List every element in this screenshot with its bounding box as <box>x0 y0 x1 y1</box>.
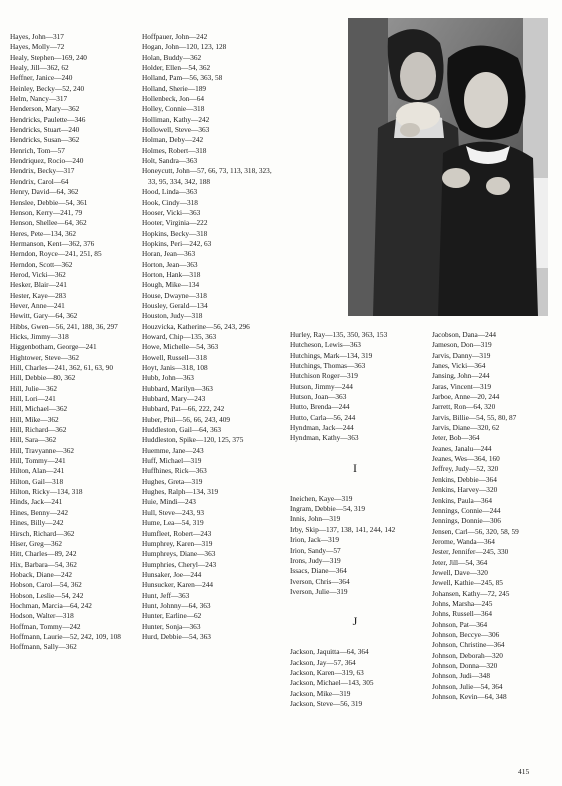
index-group-j <box>290 647 420 709</box>
index-entry: Hood, Linda—363 <box>142 187 198 197</box>
index-entry: Hever, Anne—241 <box>10 300 65 310</box>
index-entry: Jackson, Jaquitta—64, 364 <box>290 647 369 657</box>
index-entry: Hobson, Leslie—54, 242 <box>10 590 84 600</box>
index-entry: Irion, Jack—319 <box>290 535 340 545</box>
index-entry: Innis, John—319 <box>290 514 341 524</box>
index-entry: Issacs, Diane—364 <box>290 566 347 576</box>
index-entry: Humphreys, Diane—363 <box>142 549 216 559</box>
index-entry: Hayes, John—317 <box>10 32 64 41</box>
index-entry: Humphrey, Karen—319 <box>142 538 213 548</box>
index-entry: Henrich, Tom—57 <box>10 145 65 155</box>
index-entry: Horton, Hank—318 <box>142 269 201 279</box>
index-entry: Humfleet, Robert—243 <box>142 528 212 538</box>
index-entry: Jarvis, Billie—54, 55, 80, 87 <box>432 412 517 422</box>
index-entry: Jeter, Bob—364 <box>432 433 480 443</box>
index-entry: Humphries, Cheryl—243 <box>142 559 217 569</box>
index-entry: Hill, Julie—362 <box>10 383 58 393</box>
index-entry: Hirsch, Richard—362 <box>10 528 75 538</box>
index-entry: Hendricks, Stuart—240 <box>10 125 80 135</box>
index-entry: Irby, Skip—137, 138, 141, 244, 142 <box>290 524 396 534</box>
index-entry: Hilton, Alan—241 <box>10 466 65 476</box>
index-entry: Jennings, Donnie—306 <box>432 516 501 526</box>
index-entry: Hoffman, Tommy—242 <box>10 621 81 631</box>
index-entry: Iverson, Chris—364 <box>290 576 350 586</box>
index-entry: Henderson, Mary—362 <box>10 104 80 114</box>
index-entry: Howard, Chip—135, 363 <box>142 331 217 341</box>
index-entry: Herndon, Royce—241, 251, 85 <box>10 249 102 259</box>
index-entry: Henson, Shellee—64, 362 <box>10 218 87 228</box>
index-entry: Hutson, Joan—363 <box>290 392 347 402</box>
index-entry: Holliman, Kathy—242 <box>142 114 210 124</box>
index-entry: Hill, Michael—362 <box>10 404 68 414</box>
index-entry: Huie, Mindi—243 <box>142 497 196 507</box>
index-entry: Helm, Nancy—317 <box>10 94 68 104</box>
index-entry: Irion, Sandy—57 <box>290 545 341 555</box>
index-entry: House, Dwayne—318 <box>142 290 207 300</box>
index-entry: Holt, Sandra—363 <box>142 156 198 166</box>
index-entry: Hurd, Debbie—54, 363 <box>142 631 211 641</box>
index-entry: Irons, Judy—319 <box>290 555 341 565</box>
index-entry: Houston, Judy—318 <box>142 311 203 321</box>
index-entry: Hunsucker, Karen—244 <box>142 580 214 590</box>
index-entry: Hill, Debbie—80, 362 <box>10 373 76 383</box>
index-entry: Hunsaker, Joe—244 <box>142 569 202 579</box>
index-group-h <box>290 330 420 444</box>
index-entry: Huff, Michael—319 <box>142 456 202 466</box>
index-column-3 <box>290 330 420 709</box>
index-entry: Hough, Mike—134 <box>142 280 200 290</box>
index-entry: Johns, Marsha—245 <box>432 598 493 608</box>
index-entry: Hermanson, Kent—362, 376 <box>10 238 95 248</box>
index-entry: Hodson, Walter—318 <box>10 611 74 621</box>
index-entry: Johnson, Pat—364 <box>432 619 488 629</box>
index-entry: Herndon, Scott—362 <box>10 259 73 269</box>
index-entry: Hubbard, Mary—243 <box>142 394 206 404</box>
index-entry: Hesker, Blair—241 <box>10 280 67 290</box>
index-entry: Hughes, Greta—319 <box>142 476 203 486</box>
index-entry: Hunt, Jeff—363 <box>142 590 190 600</box>
index-entry: Hoback, Diane—242 <box>10 569 73 579</box>
index-entry: Jarrett, Ron—64, 320 <box>432 402 496 412</box>
index-entry: Hoyt, Janis—318, 108 <box>142 363 208 372</box>
index-entry: Heinley, Becky—52, 240 <box>10 83 85 93</box>
index-entry: Jerome, Wanda—364 <box>432 536 495 546</box>
index-entry: Heffner, Janice—240 <box>10 73 73 83</box>
index-entry: Hooser, Vicki—363 <box>142 207 201 217</box>
index-entry: Hutchison Roger—319 <box>290 371 358 381</box>
index-entry: Jackson, Michael—143, 305 <box>290 678 374 688</box>
section-letter-i: I <box>353 460 357 475</box>
index-entry: Hutto, Brenda—244 <box>290 402 350 412</box>
index-entry: Hopkins, Peri—242, 63 <box>142 238 212 248</box>
index-entry: Johnson, Donna—320 <box>432 661 498 670</box>
index-entry: Hewitt, Gary—64, 362 <box>10 311 78 321</box>
index-entry: Hutto, Carla—56, 244 <box>290 412 356 422</box>
index-column-2 <box>142 32 282 642</box>
index-group-i <box>290 494 420 597</box>
index-entry: Huffhines, Rick—363 <box>142 466 207 476</box>
index-entry: Holan, Buddy—362 <box>142 52 202 62</box>
index-entry: Hyndman, Jack—244 <box>290 423 354 433</box>
index-entry: Heres, Pete—134, 362 <box>10 228 77 238</box>
index-entry: Johnson, Kevin—64, 348 <box>432 692 507 702</box>
index-entry: Hibbs, Gwen—56, 241, 188, 36, 297 <box>10 321 118 331</box>
index-entry: Jennings, Connie—244 <box>432 505 501 515</box>
index-entry: Jeter, Jill—54, 364 <box>432 557 488 567</box>
index-entry: Jeanes, Janalu—244 <box>432 443 492 453</box>
index-entry: Hopkins, Becky—318 <box>142 228 208 238</box>
index-entry: Hill, Richard—362 <box>10 425 67 435</box>
index-entry: Jarvis, Diane—320, 62 <box>432 423 500 433</box>
index-entry: Hitt, Charles—89, 242 <box>10 549 77 559</box>
index-entry: Jeanes, Wes—364, 160 <box>432 454 500 464</box>
index-entry: Jackson, Karen—319, 63 <box>290 667 364 677</box>
index-entry: Hubbard, Pat—66, 222, 242 <box>142 404 225 414</box>
index-entry: Hooter, Virginia—222 <box>142 218 208 228</box>
index-entry: Houzvicka, Katherine—56, 243, 296 <box>142 321 250 331</box>
index-entry: Herod, Vicki—362 <box>10 269 66 279</box>
index-entry: Johns, Russell—364 <box>432 609 493 619</box>
index-entry: Jester, Jennifer—245, 330 <box>432 547 509 557</box>
index-entry: Henry, David—64, 362 <box>10 187 79 197</box>
index-entry: Hayes, Molly—72 <box>10 42 65 52</box>
index-entry: Johansen, Kathy—72, 245 <box>432 588 510 598</box>
index-entry: Henslee, Debbie—54, 361 <box>10 197 88 207</box>
index-entry: Huddleston, Spike—120, 125, 375 <box>142 435 244 445</box>
index-entry: Hill, Sara—362 <box>10 435 57 445</box>
index-entry: Hendriquez, Rocio—240 <box>10 156 84 166</box>
index-entry: Johnson, Beccye—306 <box>432 629 500 639</box>
index-entry: Holland, Pam—56, 363, 58 <box>142 73 223 83</box>
index-entry: Huddleston, Gail—64, 363 <box>142 425 222 435</box>
index-entry: Hill, Mike—362 <box>10 414 59 424</box>
index-entry: Healy, Stephen—169, 240 <box>10 52 87 62</box>
index-entry: Henson, Kerry—241, 79 <box>10 207 83 217</box>
index-entry: Holmes, Robert—318 <box>142 145 207 155</box>
index-column-4 <box>432 330 557 702</box>
index-entry: Hutchings, Thomas—363 <box>290 361 366 371</box>
index-entry: Jewell, Dave—320 <box>432 567 488 577</box>
index-entry: Jacobson, Dana—244 <box>432 330 497 339</box>
index-entry: Huemme, Jane—243 <box>142 445 204 455</box>
index-entry: Horan, Jean—363 <box>142 249 196 259</box>
index-entry: Hix, Barbara—54, 362 <box>10 559 77 569</box>
index-entry: Hines, Benny—242 <box>10 507 68 517</box>
index-entry: Hines, Billy—242 <box>10 518 64 528</box>
index-entry: Hunter, Earline—62 <box>142 611 202 621</box>
index-entry: Jarvis, Danny—319 <box>432 350 491 360</box>
index-entry: Hill, Travyanne—362 <box>10 445 75 455</box>
index-entry: Jackson, Jay—57, 364 <box>290 657 356 667</box>
index-entry: Hightower, Steve—362 <box>10 352 80 362</box>
index-entry: Ineichen, Kaye—319 <box>290 493 353 503</box>
index-entry: Johnson, Christine—364 <box>432 640 505 650</box>
index-entry: Howell, Russell—318 <box>142 352 207 362</box>
index-entry: Hill, Charles—241, 362, 61, 63, 90 <box>10 363 113 372</box>
index-entry: Johnson, Deborah—320 <box>432 650 503 660</box>
index-entry: Jackson, Mike—319 <box>290 688 351 698</box>
index-entry: Hochman, Marcia—64, 242 <box>10 600 92 610</box>
index-entry: Hubbard, Marilyn—363 <box>142 383 213 393</box>
index-entry: Hubb, John—363 <box>142 373 194 383</box>
page-number: 415 <box>518 767 530 776</box>
index-entry: Jackson, Steve—56, 319 <box>290 698 363 708</box>
index-entry: Hinds, Jack—241 <box>10 497 63 507</box>
index-entry: Hutcheson, Lewis—363 <box>290 340 361 350</box>
index-entry: Hendricks, Paulette—346 <box>10 114 86 124</box>
index-entry: Hume, Lea—54, 319 <box>142 518 204 528</box>
index-entry: Hyndman, Kathy—363 <box>290 433 359 443</box>
index-entry: Howe, Michelle—54, 363 <box>142 342 219 352</box>
index-entry: Jameson, Don—319 <box>432 340 492 350</box>
index-entry: Holland, Sherie—189 <box>142 83 207 93</box>
index-entry: Higgenbotham, George—241 <box>10 342 97 352</box>
index-entry: Hutson, Jimmy—244 <box>290 381 353 391</box>
index-entry: Jansing, John—244 <box>432 371 490 381</box>
index-entry: Hoffpauer, John—242 <box>142 32 208 41</box>
index-entry: Hendrix, Becky—317 <box>10 166 75 176</box>
index-entry: Hook, Cindy—318 <box>142 197 198 207</box>
index-entry: Jenkins, Debbie—364 <box>432 474 497 484</box>
index-entry: Hollowell, Steve—363 <box>142 125 210 135</box>
index-entry: Hoffmann, Laurie—52, 242, 109, 108 <box>10 631 121 641</box>
index-entry: Jenkins, Paula—364 <box>432 495 492 505</box>
index-entry: Jenkins, Harvey—320 <box>432 485 498 495</box>
index-entry: Johnson, Julie—54, 364 <box>432 681 503 691</box>
index-entry: Iverson, Julie—319 <box>290 586 348 596</box>
index-entry: Hilton, Gail—318 <box>10 476 64 486</box>
section-letter-j: J <box>352 614 358 629</box>
index-entry: Jeffrey, Judy—52, 320 <box>432 464 499 474</box>
index-entry: Hobson, Carol—54, 362 <box>10 580 82 590</box>
index-entry: Jarboe, Anne—20, 244 <box>432 392 500 402</box>
index-entry: Hendrix, Carol—64 <box>10 176 69 186</box>
index-entry: Hunter, Sonja—363 <box>142 621 201 631</box>
index-entry: Hendricks, Susan—362 <box>10 135 80 145</box>
index-entry: Hilton, Ricky—134, 318 <box>10 487 83 497</box>
index-entry: Hill, Tommy—241 <box>10 456 66 466</box>
index-entry: Holman, Deby—242 <box>142 135 204 145</box>
index-entry: Hogan, John—120, 123, 128 <box>142 42 227 52</box>
index-entry: Hester, Kaye—283 <box>10 290 67 300</box>
index-entry: Hoffmann, Sally—362 <box>10 642 77 652</box>
photo <box>348 18 548 316</box>
index-entry: Jaras, Vincent—319 <box>432 381 492 391</box>
index-entry: Honeycutt, John—57, 66, 73, 113, 318, 323, 33, 95, 334, 342, 188 <box>142 166 272 186</box>
index-entry: Hughes, Ralph—134, 319 <box>142 487 219 497</box>
index-entry: Hull, Steve—243, 93 <box>142 507 205 517</box>
index-entry: Healy, Jill—362, 62 <box>10 63 69 73</box>
index-entry: Holder, Ellen—54, 362 <box>142 63 211 73</box>
index-entry: Hill, Lori—241 <box>10 394 56 404</box>
index-entry: Hollenbeck, Jon—64 <box>142 94 205 104</box>
index-entry: Hicks, Jimmy—318 <box>10 331 69 341</box>
index-entry: Hutchings, Mark—134, 319 <box>290 350 373 360</box>
index-entry: Hurley, Ray—135, 350, 363, 153 <box>290 330 388 339</box>
index-entry: Housley, Gerald—134 <box>142 300 208 310</box>
index-entry: Horton, Jean—363 <box>142 259 198 269</box>
index-column-1 <box>10 32 132 653</box>
index-entry: Hunt, Johnny—64, 363 <box>142 600 211 610</box>
index-entry: Janes, Vicki—364 <box>432 361 486 371</box>
index-entry: Holley, Connie—318 <box>142 104 205 114</box>
index-entry: Huber, Phil—56, 66, 243, 409 <box>142 414 231 424</box>
index-entry: Johnson, Judi—348 <box>432 671 490 681</box>
index-entry: Jewell, Kathie—245, 85 <box>432 578 503 588</box>
index-entry: Jensen, Carl—56, 320, 58, 59 <box>432 526 519 536</box>
index-entry: Hiser, Greg—362 <box>10 538 62 548</box>
index-entry: Ingram, Debbie—54, 319 <box>290 504 365 514</box>
